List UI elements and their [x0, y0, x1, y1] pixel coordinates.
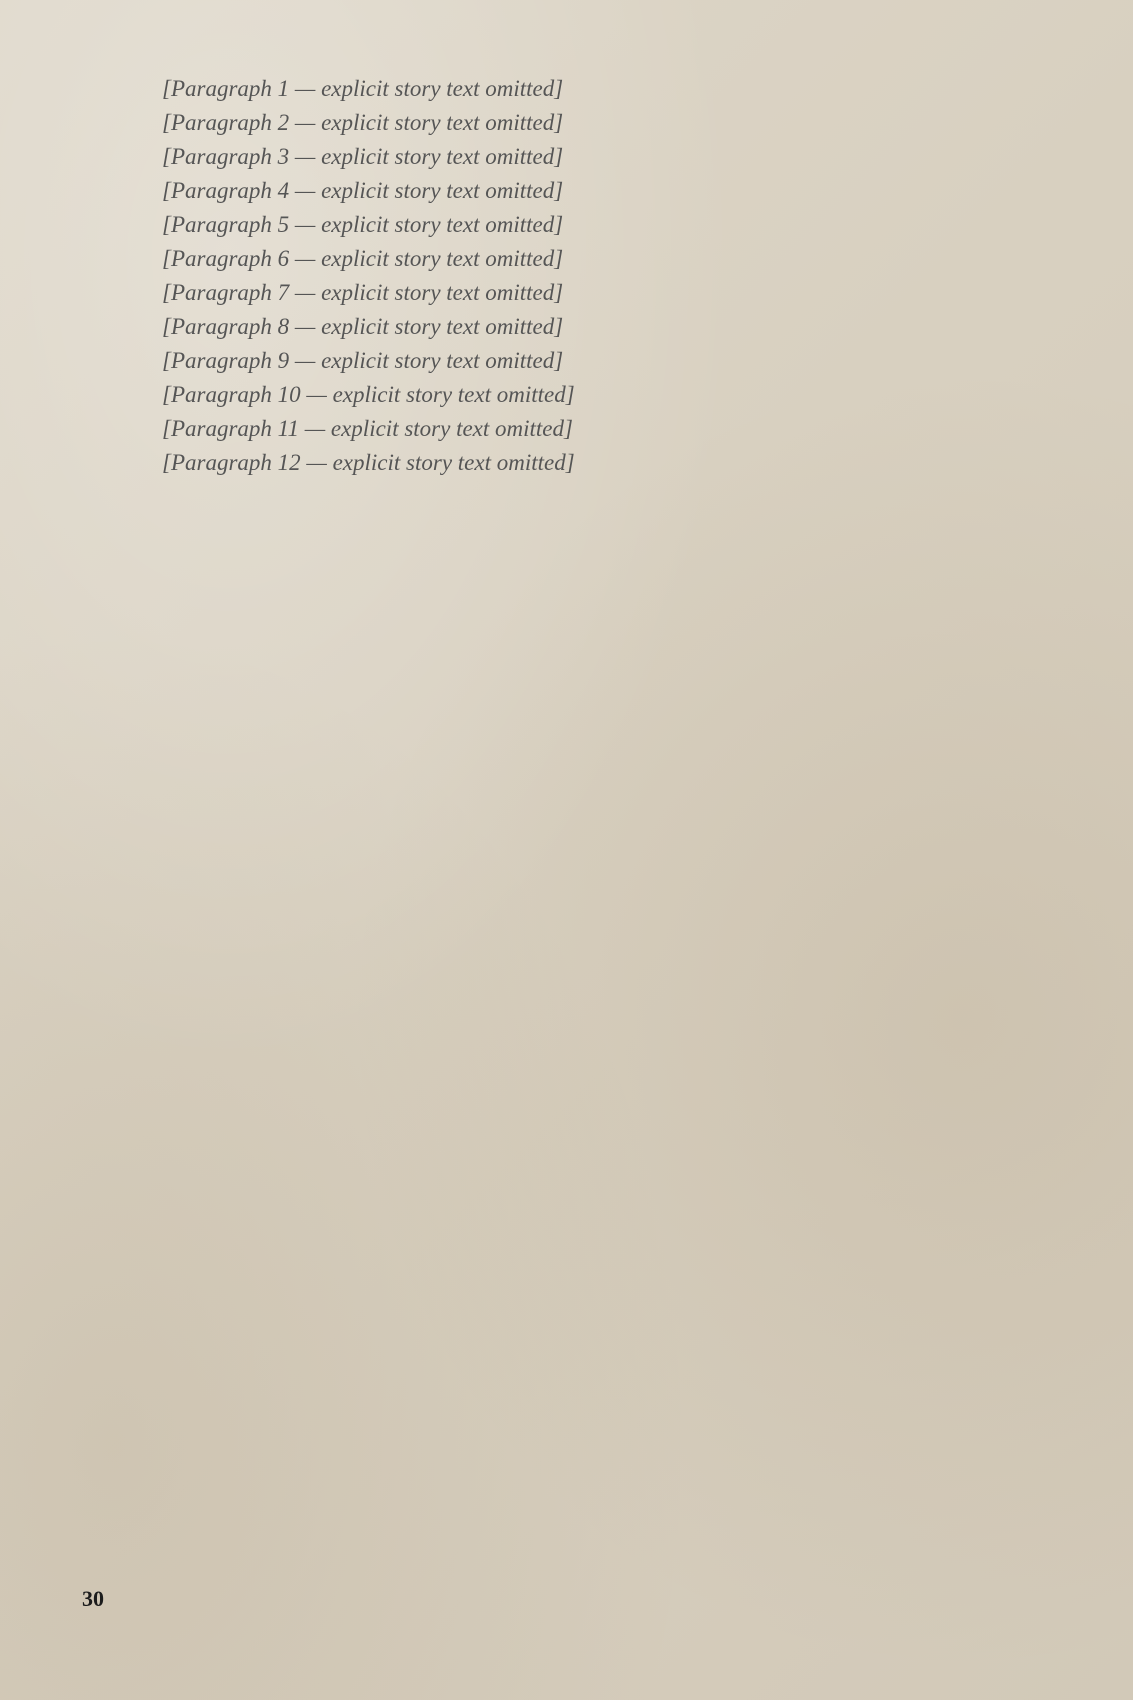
story-paragraph: [Paragraph 11 — explicit story text omitted]: [162, 416, 573, 441]
story-paragraph: [Paragraph 2 — explicit story text omitted]: [162, 110, 564, 135]
story-paragraph: [Paragraph 6 — explicit story text omitted]: [162, 246, 564, 271]
page-number: 30: [82, 1586, 104, 1611]
story-paragraph: [Paragraph 3 — explicit story text omitted]: [162, 144, 564, 169]
story-paragraph: [Paragraph 5 — explicit story text omitted]: [162, 212, 564, 237]
story-paragraph: [Paragraph 12 — explicit story text omitted]: [162, 450, 575, 475]
story-paragraph: [Paragraph 7 — explicit story text omitted]: [162, 280, 564, 305]
story-paragraph: [Paragraph 1 — explicit story text omitted]: [162, 76, 564, 101]
story-paragraph: [Paragraph 9 — explicit story text omitted]: [162, 348, 564, 373]
story-paragraph: [Paragraph 10 — explicit story text omitted]: [162, 382, 575, 407]
body-text-block: [74, 72, 1061, 480]
story-paragraph: [Paragraph 8 — explicit story text omitted]: [162, 314, 564, 339]
story-paragraph: [Paragraph 4 — explicit story text omitted]: [162, 178, 564, 203]
